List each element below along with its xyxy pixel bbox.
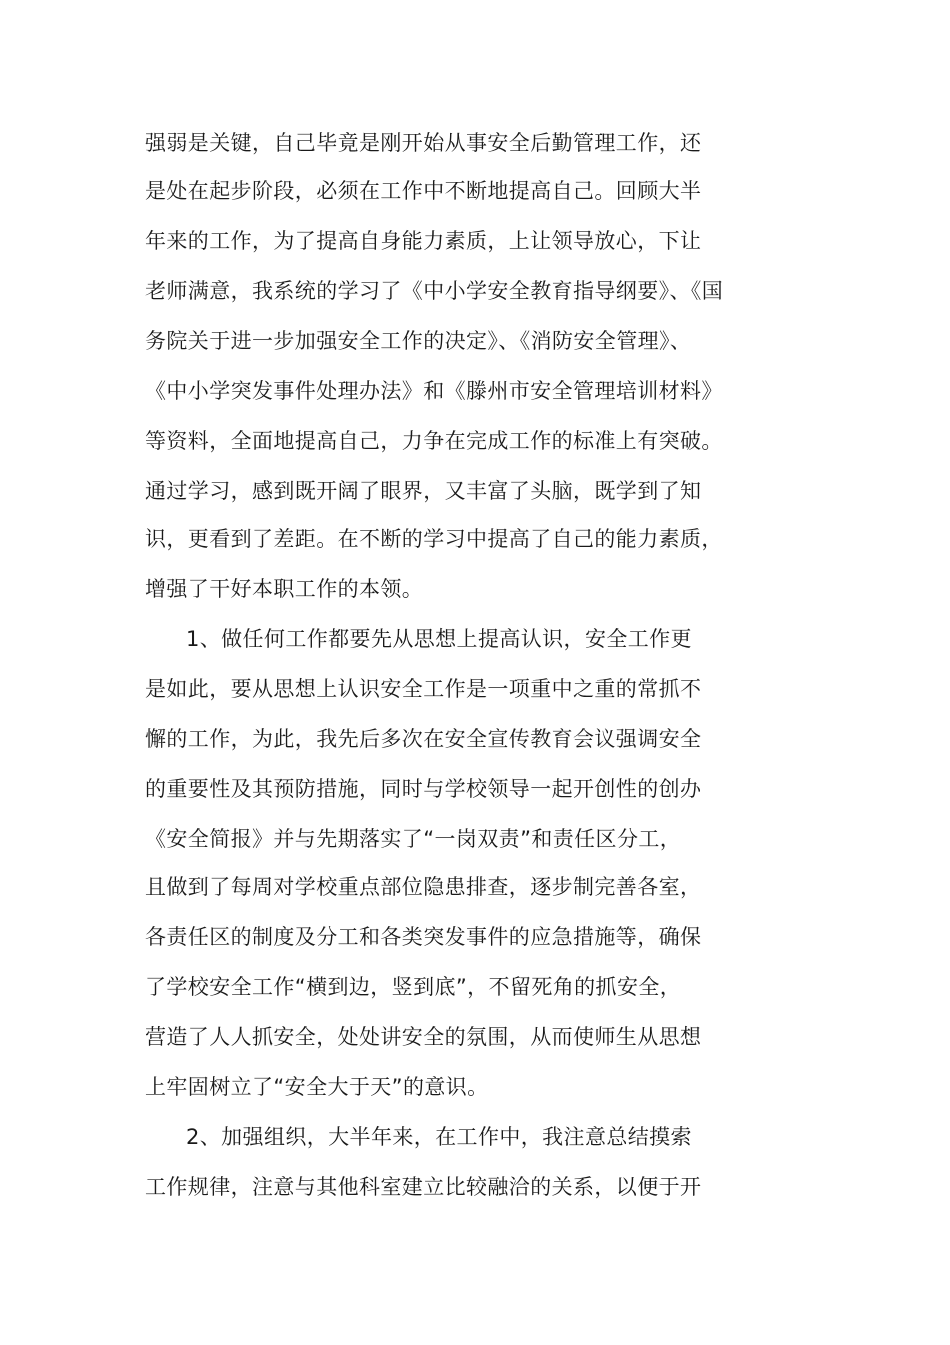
text-line: 且做到了每周对学校重点部位隐患排查，逐步制完善各室， <box>145 875 702 899</box>
text-line: 强弱是关键，自己毕竟是刚开始从事安全后勤管理工作，还 <box>145 131 702 155</box>
text-line: 营造了人人抓安全，处处讲安全的氛围，从而使师生从思想 <box>145 1025 702 1049</box>
text-line: 《安全简报》并与先期落实了“一岗双责”和责任区分工， <box>145 827 682 851</box>
text-line: 通过学习，感到既开阔了眼界，又丰富了头脑，既学到了知 <box>145 479 702 503</box>
text-line: 的重要性及其预防措施，同时与学校领导一起开创性的创办 <box>145 777 702 801</box>
text-line: 增强了干好本职工作的本领。 <box>145 577 424 601</box>
text-line: 务院关于进一步加强安全工作的决定》、《消防安全管理》、 <box>145 329 692 353</box>
text-line: 是如此，要从思想上认识安全工作是一项重中之重的常抓不 <box>145 677 702 701</box>
paragraph-1-start: 1、做任何工作都要先从思想上提高认识，安全工作更 <box>186 627 692 651</box>
text-line: 上牢固树立了“安全大于天”的意识。 <box>145 1075 489 1099</box>
text-line: 等资料，全面地提高自己，力争在完成工作的标准上有突破。 <box>145 429 723 453</box>
text-line: 识，更看到了差距。在不断的学习中提高了自己的能力素质， <box>145 527 723 551</box>
text-line: 《中小学突发事件处理办法》和《滕州市安全管理培训材料》 <box>145 379 723 403</box>
text-line: 了学校安全工作“横到边，竖到底”，不留死角的抓安全， <box>145 975 682 999</box>
text-line: 是处在起步阶段，必须在工作中不断地提高自己。回顾大半 <box>145 179 702 203</box>
text-line: 年来的工作，为了提高自身能力素质，上让领导放心，下让 <box>145 229 702 253</box>
text-line: 懈的工作，为此，我先后多次在安全宣传教育会议强调安全 <box>145 727 702 751</box>
text-line: 工作规律，注意与其他科室建立比较融洽的关系，以便于开 <box>145 1175 702 1199</box>
paragraph-2-start: 2、加强组织，大半年来，在工作中，我注意总结摸索 <box>186 1125 692 1149</box>
text-line: 老师满意，我系统的学习了《中小学安全教育指导纲要》、《国 <box>145 279 724 303</box>
text-line: 各责任区的制度及分工和各类突发事件的应急措施等，确保 <box>145 925 702 949</box>
